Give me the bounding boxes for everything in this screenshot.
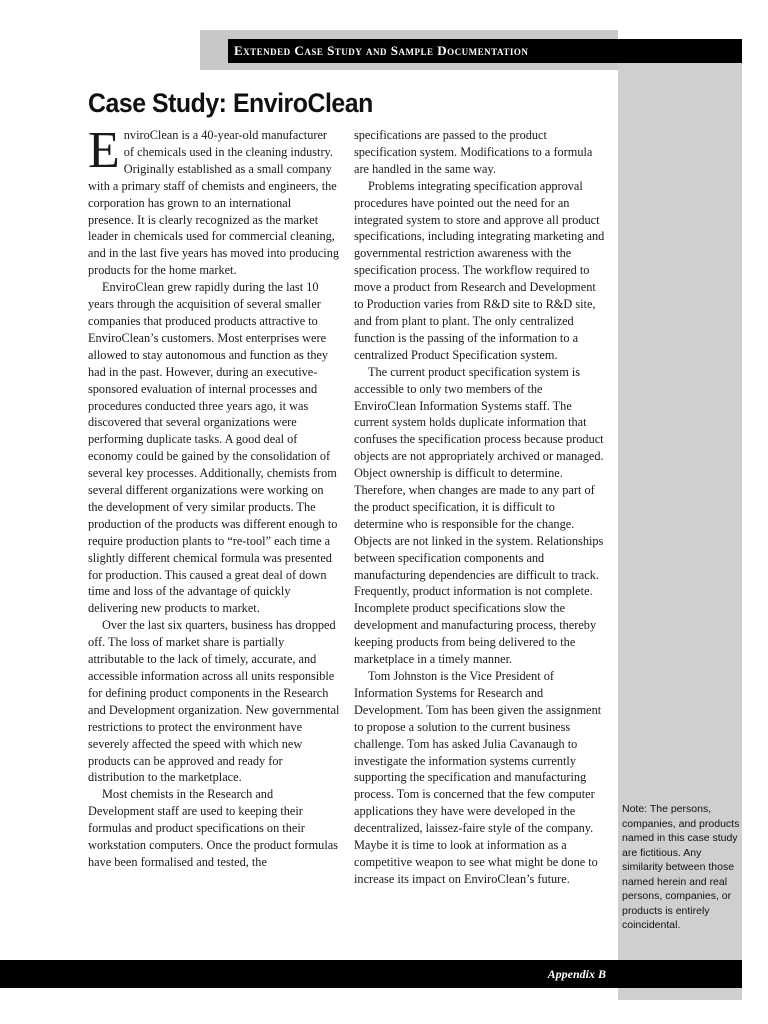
paragraph: The current product specification system is accessible to only two members of the EnviroClean Information Systems staff. The current system holds duplicate information that confuses the specification process because product objects are not appropriately archived or managed. Object ownership is difficult to determine. Therefore, when changes are made to any part of the product specification, it is difficult to determine who is responsible for the change. Objects are not linked in the system. Relationships between specification components and manufacturing dependencies are difficult to track. Frequently, product information is not complete. Incomplete product specifications slow the development and manufacturing process, thereby keeping products from being delivered to the marketplace in a timely manner.	[354, 364, 604, 667]
section-title: Extended Case Study and Sample Documentation	[234, 43, 529, 58]
paragraph: Tom Johnston is the Vice President of Information Systems for Research and Development. Tom has been given the assignment to propose a solution to the current business challenge. Tom has asked Julia Cavanaugh to investigate the information systems currently supporting the specification and manufacturing process. Tom is concerned that the few computer applications they have were developed in the decentralized, laissez-faire style of the company. Maybe it is time to look at information as a competitive weapon to see what might be done to increase its impact on EnviroClean’s future.	[354, 669, 602, 886]
page-title: Case Study: EnviroClean	[88, 88, 373, 118]
paragraph: Problems integrating specification approval procedures have pointed out the need for an integrated system to store and approve all product specifications, including integrating marketing and governmental restriction awareness with the specification process. The workflow required to move a product from Research and Development to Production varies from R&D site to R&D site, and from plant to plant. The only centralized function is the passing of the information to a centralized Product Specification system.	[354, 178, 605, 362]
text-column-right	[354, 127, 606, 888]
text-column-left	[88, 122, 340, 871]
drop-cap: E	[88, 122, 120, 179]
sidebar-note: Note: The persons, companies, and products named in this case study are fictitious. Any similarity between those named herein and real persons, companies, or products is entirely coincidental.	[622, 803, 740, 931]
appendix-label: Appendix B	[547, 967, 606, 981]
paragraph: Most chemists in the Research and Development staff are used to keeping their formulas and product specifications on their workstation computers. Once the product formulas have been formalised and tested, the	[88, 787, 338, 869]
paragraph: EnviroClean grew rapidly during the last 10 years through the acquisition of several smaller companies that produced products attractive to EnviroClean’s customers. Most enterprises were allowed to stay autonomous and function as they had in the past. However, during an executive-sponsored evaluation of internal processes and procedures conducted three years ago, it was discovered that several organizations were performing duplicate tasks. A good deal of economy could be gained by the consolidation of several key processes. Additionally, chemists from several different organizations were working on the development of very similar products. The production of the products was different enough to require production plants to “re-tool” each time a slightly different chemical formula was presented for production. This caused a great deal of down time and loss of the advantage of quickly delivering new products to market.	[88, 280, 338, 616]
footer-bar	[0, 960, 742, 988]
paragraph: specifications are passed to the product specification system. Modifications to a formula are handled in the same way.	[354, 128, 593, 176]
paragraph: Over the last six quarters, business has dropped off. The loss of market share is partially attributable to the lack of timely, accurate, and accessible information across all units responsible for defining product components in the Research and Development organization. New governmental restrictions to protect the environment have severely affected the speed with which new products can be approved and ready for distribution to the marketplace.	[88, 618, 340, 785]
paragraph: EnviroClean is a 40-year-old manufacturer of chemicals used in the cleaning industry. Originally established as a small company with a primary staff of chemists and engineers, the corporation has grown to an international presence. It is clearly recognized as the market leader in chemicals used for commercial cleaning, and in the last five years has moved into producing products for the home market.	[88, 122, 339, 278]
section-header	[228, 39, 742, 63]
